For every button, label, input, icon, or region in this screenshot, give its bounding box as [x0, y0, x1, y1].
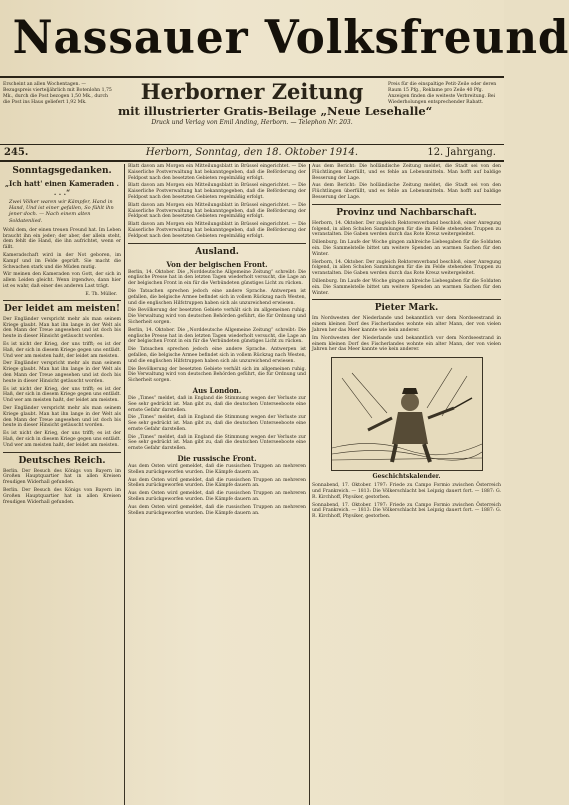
paragraph: Aus dem Osten wird gemeldet, daß die russischen Truppen an mehreren Stellen zurückgeworfen wurden. Die Kämpfe dauern an. — [128, 504, 306, 516]
column-rule — [309, 164, 310, 805]
section-heading: Provinz und Nachbarschaft. — [336, 207, 477, 218]
header-center — [118, 79, 433, 128]
masthead — [0, 0, 569, 74]
paragraph: Wohl dem, der einen treuen Freund hat. Im Leben braucht ihn ein jeder; der aber, der allein steht, dem fehlt die Hand, die ihn aufrichtet, wenn er fällt. — [3, 227, 121, 251]
paragraph: Blatt davon am Morgen ein Mitteilungsblatt in Brüssel eingerichtet. — Die Kaiserliche Postverwaltung hat bekanntgegeben, daß die Beförderung der Feldpost nach den besetzten Gebieten regelmäßig erfolgt. — [128, 164, 306, 181]
paragraph: Herborn, 14. Oktober. Der zugleich Rektorenverband beschloß, einer Anregung folgend, in allen Schulen Sammlungen für die im Felde stehenden Truppen zu veranstalten. Die Gaben werden durch das Rote Kreuz weitergeleitet. — [312, 259, 501, 277]
divider — [312, 204, 501, 205]
paragraph: Blatt davon am Morgen ein Mitteilungsblatt in Brüssel eingerichtet. — Die Kaiserliche Postverwaltung hat bekanntgegeben, daß die Beförderung der Feldpost nach den besetzten Gebieten regelmäßig erfolgt. — [128, 183, 306, 200]
paragraph: Die „Times“ meldet, daß in England die Stimmung wegen der Verluste zur See sehr gedrückt ist. Man gibt zu, daß die deutschen Unterseeboote eine ernste Gefahr darstellen. — [128, 415, 306, 432]
subheading: Von der belgischen Front. — [166, 259, 268, 269]
section-heading: Der leidet am meisten! — [4, 303, 120, 314]
paragraph: Die „Times“ meldet, daß in England die Stimmung wegen der Verluste zur See sehr gedrückt ist. Man gibt zu, daß die deutschen Unterseeboote eine ernste Gefahr darstellen. — [128, 395, 306, 413]
motto: „Ich hatt' einen Kameraden . . . .“ — [5, 179, 119, 197]
divider — [312, 299, 501, 300]
subheading: Die russische Front. — [177, 454, 257, 464]
paragraph: Aus dem Osten wird gemeldet, daß die russischen Truppen an mehreren Stellen zurückgeworfen wurden. Die Kämpfe dauern an. — [128, 491, 306, 503]
dateline — [0, 145, 504, 162]
paragraph: Aus dem Bericht: Die holländische Zeitung meldet, die Stadt sei von den Flüchtlingen überfüllt, und es fehle an Lebensmitteln. Man hofft auf baldige Besserung der Lage. — [312, 183, 501, 200]
engraving-illustration — [331, 357, 483, 471]
paragraph: Aus dem Bericht: Die holländische Zeitung meldet, die Stadt sei von den Flüchtlingen überfüllt, und es fehle an Lebensmitteln. Man hofft auf baldige Besserung der Lage. — [312, 164, 501, 181]
section-heading: Sonntagsgedanken. — [12, 166, 112, 176]
paragraph: Im Nordwesten der Niederlande und bekanntlich vor dem Nordseestrand in einem kleinen Dorf des Fischerlandes wohnte ein alter Mann, der von vielen Jahren her das Meer kannte wie kein anderer. — [312, 316, 501, 333]
masthead-title: Nassauer Volksfreund — [12, 10, 569, 64]
paragraph: Sonnabend, 17. Oktober. 1797: Friede zu Campo Formio zwischen Österreich und Frankreich. — 1813: Die Völkerschlacht bei Leipzig dauert fort. — 1887: G. R. Kirchhoff, Physiker, gestorben. — [312, 502, 501, 520]
verse: Zwei Völker waren wir Kämpfer, Hand in Hand, Und ist einer gefallen, So fühlt ihn jener doch. — Nach einem alten Soldatenlied. — [9, 199, 114, 224]
advert-price-info: Preis für die einspaltige Petit-Zeile oder deren Raum 15 Pfg., Reklame pro Zeile 40 Pfg. Anzeigen finden die weiteste Verbreitung. Bei Wiederholungen entsprechender Rabatt. — [388, 82, 497, 105]
author: E. Th. Müller. — [85, 291, 117, 297]
paragraph: Der Engländer verspricht mehr als man seinem Kriege glaubt. Man hat ihn lange in der Welt als den Mann der Treue angesehen und ist doch bis heute in dieser Hinsicht getäuscht worden. — [3, 405, 121, 429]
paragraph: Aus dem Osten wird gemeldet, daß die russischen Truppen an mehreren Stellen zurückgeworfen wurden. Die Kämpfe dauern an. — [128, 464, 306, 475]
paragraph: Die Bevölkerung der besetzten Gebiete verhält sich im allgemeinen ruhig. Die Verwaltung wird von deutschen Behörden geführt, die für Ordnung und Sicherheit sorgen. — [128, 308, 306, 325]
paragraph: Blatt davon am Morgen ein Mitteilungsblatt in Brüssel eingerichtet. — Die Kaiserliche Postverwaltung hat bekanntgegeben, daß die Beförderung der Feldpost nach den besetzten Gebieten regelmäßig erfolgt. — [128, 222, 306, 239]
column-rule — [124, 164, 125, 805]
paragraph: Berlin, 14. Oktober. Die „Norddeutsche Allgemeine Zeitung“ schreibt: Die englische Presse hat in den letzten Tagen wiederholt versucht, die Lage an der belgischen Front in ein für die Verbündeten günstiges Licht zu rücken. — [128, 327, 306, 345]
section-heading: Ausland. — [195, 246, 239, 257]
section-heading: Deutsches Reich. — [18, 455, 106, 466]
tagline: mit illustrierter Gratis-Beilage „Neue Lesehalle“ — [118, 104, 433, 118]
paragraph: Sonnabend, 17. Oktober. 1797: Friede zu Campo Formio zwischen Österreich und Frankreich. — 1813: Die Völkerschlacht bei Leipzig dauert fort. — 1887: G. R. Kirchhoff, Physiker, gestorben. — [312, 483, 501, 500]
paragraph: Im Nordwesten der Niederlande und bekanntlich vor dem Nordseestrand in einem kleinen Dorf des Fischerlandes wohnte ein alter Mann, der von vielen Jahren her das Meer kannte wie kein anderer. — [312, 335, 501, 353]
paragraph: Aus dem Osten wird gemeldet, daß die russischen Truppen an mehreren Stellen zurückgeworfen wurden. Die Kämpfe dauern an. — [128, 477, 306, 489]
paragraph: Der Engländer verspricht mehr als man seinem Kriege glaubt. Man hat ihn lange in der Welt als den Mann der Treue angesehen und ist doch bis heute in dieser Hinsicht getäuscht worden. — [3, 316, 121, 340]
divider — [3, 452, 121, 453]
paragraph: Die Tatsachen sprechen jedoch eine andere Sprache. Antwerpen ist gefallen, die belgische Armee befindet sich in vollem Rückzug nach Westen, und die englischen Hilfstruppen haben sich als unzureichend erwiesen. — [128, 347, 306, 364]
paragraph: Berlin, 14. Oktober. Die „Norddeutsche Allgemeine Zeitung“ schreibt: Die englische Presse hat in den letzten Tagen wiederholt versucht, die Lage an der belgischen Front in ein für die Verbündeten günstiges Licht zu rücken. — [128, 269, 306, 287]
paragraph: Kameradschaft wird in der Not geboren, im Kampf und im Felde geprüft. Sie macht die Schwachen stark und die Müden mutig. — [3, 253, 121, 270]
paragraph: Dillenburg. Im Laufe der Woche gingen zahlreiche Liebesgaben für die Soldaten ein. Die Sammelstelle bittet um weitere Spenden an warmen Sachen für den Winter. — [312, 278, 501, 296]
issue-number: 245. — [4, 147, 29, 158]
paragraph: Die Tatsachen sprechen jedoch eine andere Sprache. Antwerpen ist gefallen, die belgische Armee befindet sich in vollem Rückzug nach Westen, und die englischen Hilfstruppen haben sich als unzureichend erwiesen. — [128, 288, 306, 306]
section-heading: Pieter Mark. — [374, 303, 439, 314]
column-2 — [128, 164, 306, 805]
caption: Geschichtskalender. — [372, 473, 441, 481]
volume-year: 12. Jahrgang. — [427, 147, 496, 158]
paragraph: Es ist nicht der Krieg, der uns trifft; es ist der Haß, der sich in diesem Kriege gegen uns entlädt. Und wer am meisten haßt, der leidet am meisten. — [3, 431, 121, 448]
paragraph: Es ist nicht der Krieg, der uns trifft; es ist der Haß, der sich in diesem Kriege gegen uns entlädt. Und wer am meisten haßt, der leidet am meisten. — [3, 386, 121, 404]
press-info: Druck und Verlag von Emil Anding, Herborn. — Telephon Nr. 203. — [151, 119, 353, 126]
divider — [128, 243, 306, 244]
soldier-engraving-icon — [332, 358, 482, 470]
divider — [3, 300, 121, 301]
paragraph: Die „Times“ meldet, daß in England die Stimmung wegen der Verluste zur See sehr gedrückt ist. Man gibt zu, daß die deutschen Unterseeboote eine ernste Gefahr darstellen. — [128, 434, 306, 452]
place-date: Herborn, Sonntag, den 18. Oktober 1914. — [145, 147, 359, 158]
paragraph: Der Engländer verspricht mehr als man seinem Kriege glaubt. Man hat ihn lange in der Welt als den Mann der Treue angesehen und ist doch bis heute in dieser Hinsicht getäuscht worden. — [3, 361, 121, 384]
column-1 — [3, 164, 121, 805]
paragraph: Die Bevölkerung der besetzten Gebiete verhält sich im allgemeinen ruhig. Die Verwaltung wird von deutschen Behörden geführt, die für Ordnung und Sicherheit sorgen. — [128, 366, 306, 384]
paragraph: Herborn, 14. Oktober. Der zugleich Rektorenverband beschloß, einer Anregung folgend, in allen Schulen Sammlungen für die im Felde stehenden Truppen zu veranstalten. Die Gaben werden durch das Rote Kreuz weitergeleitet. — [312, 220, 501, 238]
column-3 — [312, 164, 501, 805]
paragraph: Blatt davon am Morgen ein Mitteilungsblatt in Brüssel eingerichtet. — Die Kaiserliche Postverwaltung hat bekanntgegeben, daß die Beförderung der Feldpost nach den besetzten Gebieten regelmäßig erfolgt. — [128, 202, 306, 220]
paragraph: Berlin. Der Besuch des Königs von Bayern im Großen Hauptquartier hat in allen Kreisen freudigen Widerhall gefunden. — [3, 487, 121, 505]
paragraph: Dillenburg. Im Laufe der Woche gingen zahlreiche Liebesgaben für die Soldaten ein. Die Sammelstelle bittet um weitere Spenden an warmen Sachen für den Winter. — [312, 240, 501, 257]
subscription-info: Erscheint an allen Wochentagen. — Bezugspreis vierteljährlich mit Botenlohn 1,75 Mk., durch die Post bezogen 1,50 Mk., durch die Post ins Haus geliefert 1,92 Mk. — [3, 82, 112, 105]
header-band — [0, 76, 504, 145]
paragraph: Wir meinen den Kameraden von Gott, der sich in allem Leiden gleicht. Wenn irgendwo, dann hier ist es wahr, daß einer des anderen Last trägt. — [3, 272, 121, 289]
paragraph: Berlin. Der Besuch des Königs von Bayern im Großen Hauptquartier hat in allen Kreisen freudigen Widerhall gefunden. — [3, 468, 121, 486]
paragraph: Es ist nicht der Krieg, der uns trifft; es ist der Haß, der sich in diesem Kriege gegen uns entlädt. Und wer am meisten haßt, der leidet am meisten. — [3, 341, 121, 359]
subtitle: Herborner Zeitung — [140, 79, 364, 104]
subheading: Aus London. — [192, 385, 242, 395]
